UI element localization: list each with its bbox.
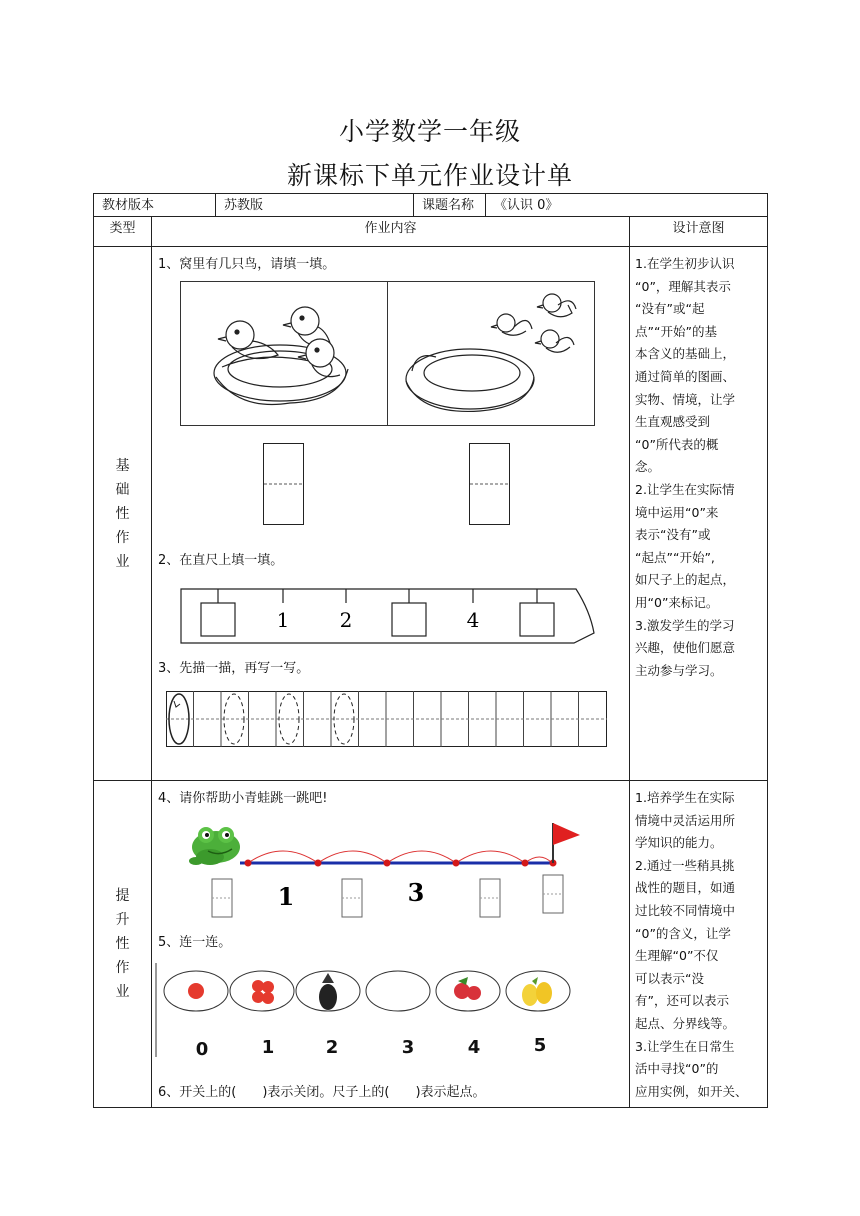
- match-number-2[interactable]: 2: [325, 1037, 339, 1058]
- nest-with-birds-icon: [214, 307, 348, 405]
- frog-number-1: 1: [277, 882, 295, 911]
- answer-box-left[interactable]: [263, 443, 305, 527]
- textbook-label: 教材版本: [94, 194, 216, 217]
- title-line-2: 新课标下单元作业设计单: [286, 161, 573, 190]
- match-number-1[interactable]: 1: [261, 1037, 275, 1058]
- ruler-number-4: 4: [466, 608, 480, 632]
- intent-advanced: 1.培养学生在实际 情境中灵活运用所 学知识的能力。 2.通过一些稍具挑 战性的题目，如通 过比较不同情境中 “0”的含义，让学 生理解“0”不仅 可以表示“没 有”，还可以表示 起点、分界线等。 3.让学生在日常生 活中寻找“0”的 应用实例，如开关、: [630, 781, 768, 1108]
- ruler-diagram: [180, 581, 598, 645]
- category-basic: 基 础 性 作 业: [94, 247, 152, 781]
- textbook-value: 苏教版: [216, 194, 414, 217]
- title-line-1: 小学数学一年级: [338, 117, 521, 146]
- category-advanced: 提 升 性 作 业: [94, 781, 152, 1108]
- empty-nest-icon: [406, 349, 534, 411]
- frog-number-line: [188, 821, 588, 921]
- question-3: 3、先描一描，再写一写。: [158, 661, 310, 676]
- topic-value: 《认识 0》: [486, 194, 768, 217]
- plate-3[interactable]: [366, 971, 430, 1011]
- writing-grid[interactable]: [166, 691, 608, 751]
- question-2: 2、在直尺上填一填。: [158, 553, 284, 568]
- ruler-box-3[interactable]: [392, 603, 426, 636]
- match-number-0[interactable]: 0: [195, 1039, 209, 1060]
- col-type-header: 类型: [94, 217, 152, 247]
- advanced-content: [152, 781, 630, 1108]
- match-number-4[interactable]: 4: [467, 1037, 481, 1058]
- answer-box-right[interactable]: [469, 443, 511, 527]
- basic-content: [152, 247, 630, 781]
- plate-1[interactable]: [230, 971, 294, 1011]
- frog-icon: [189, 827, 240, 865]
- flag-icon: [553, 823, 580, 863]
- matching-diagram: [152, 957, 592, 1067]
- intent-basic: 1.在学生初步认识 “0”，理解其表示 “没有”或“起 点”“开始”的基 本含义的基础上， 通过简单的图画、 实物、情境，让学 生直观感受到 “0”所代表的概 念。 2.让学生在实际情 境中运用“0”来 表示“没有”或 “起点”“开始”, 如尺子上的起点， 用“0”来标记。 3.激发学生的学习 兴趣，使他们愿意 主动参与学习。: [630, 247, 768, 781]
- nest-pictures: [180, 281, 596, 427]
- match-number-3[interactable]: 3: [401, 1037, 415, 1058]
- ruler-number-1: 1: [276, 608, 290, 632]
- match-number-5[interactable]: 5: [533, 1035, 547, 1056]
- question-1: 1、窝里有几只鸟，请填一填。: [158, 257, 336, 272]
- question-5: 5、连一连。: [158, 935, 232, 950]
- ruler-number-2: 2: [339, 608, 353, 632]
- topic-label: 课题名称: [414, 194, 486, 217]
- question-6: 6、开关上的( )表示关闭。尺子上的( )表示起点。: [158, 1085, 486, 1100]
- ruler-box-5[interactable]: [520, 603, 554, 636]
- flying-birds-icon: [491, 294, 576, 352]
- assignment-table: [93, 193, 768, 1108]
- strawberry-icon: [188, 983, 204, 999]
- col-content-header: 作业内容: [152, 217, 630, 247]
- frog-number-3: 3: [407, 878, 425, 907]
- question-4: 4、请你帮助小青蛙跳一跳吧!: [158, 791, 328, 806]
- ruler-box-0[interactable]: [201, 603, 235, 636]
- col-intent-header: 设计意图: [630, 217, 768, 247]
